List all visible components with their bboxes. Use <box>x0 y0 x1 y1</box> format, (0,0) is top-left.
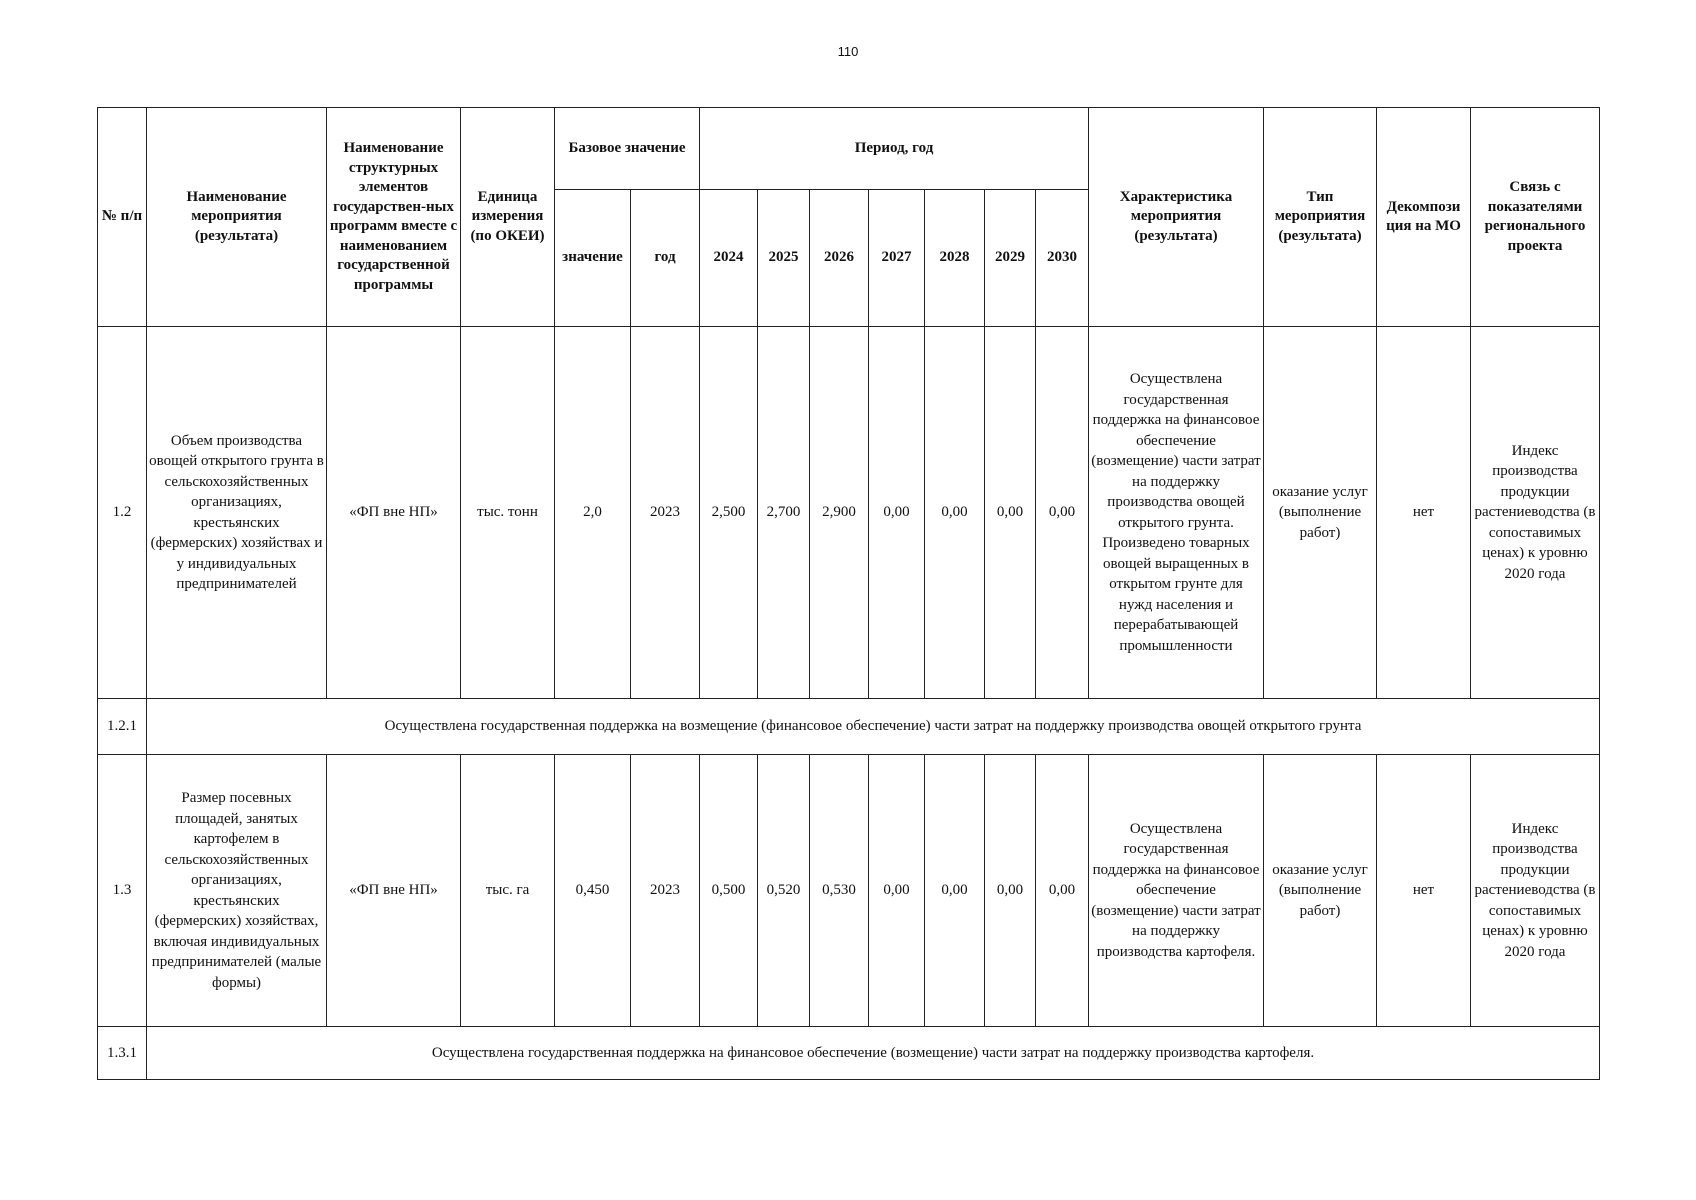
row-base-value: 0,450 <box>555 755 631 1027</box>
row-struct: «ФП вне НП» <box>327 327 461 699</box>
row-base-value: 2,0 <box>555 327 631 699</box>
row-num: 1.3 <box>98 755 147 1027</box>
header-characteristic: Характеристика мероприятия (результата) <box>1089 108 1264 327</box>
row-value-2030: 0,00 <box>1036 755 1089 1027</box>
row-characteristic: Осуществлена государственная поддержка на финансовое обеспечение (возмещение) части затрат на поддержку производства овощей открытого грунта. Произведено товарных овощей выращенных в открытом грунте для нужд населения и перерабатывающей промышленности <box>1089 327 1264 699</box>
row-value-2030: 0,00 <box>1036 327 1089 699</box>
row-base-year: 2023 <box>631 755 700 1027</box>
subrow-num: 1.3.1 <box>98 1027 147 1080</box>
row-type: оказание услуг (выполнение работ) <box>1264 327 1377 699</box>
row-num: 1.2 <box>98 327 147 699</box>
header-base: Базовое значение <box>555 108 700 190</box>
row-unit: тыс. тонн <box>461 327 555 699</box>
row-value-2029: 0,00 <box>985 327 1036 699</box>
subrow-num: 1.2.1 <box>98 699 147 755</box>
row-link: Индекс производства продукции растениеводства (в сопоставимых ценах) к уровню 2020 года <box>1471 755 1600 1027</box>
results-table <box>97 107 1600 1080</box>
row-value-2024: 0,500 <box>700 755 758 1027</box>
header-year: 2024 <box>700 190 758 327</box>
header-decomp: Декомпози ция на МО <box>1377 108 1471 327</box>
row-decomp: нет <box>1377 327 1471 699</box>
row-value-2025: 0,520 <box>758 755 810 1027</box>
header-struct: Наименование структурных элементов государствен-ных программ вместе с наименованием государственной программы <box>327 108 461 327</box>
page-number: 110 <box>837 44 859 59</box>
header-year: 2026 <box>810 190 869 327</box>
row-link: Индекс производства продукции растениеводства (в сопоставимых ценах) к уровню 2020 года <box>1471 327 1600 699</box>
header-link: Связь с показателями регионального проекта <box>1471 108 1600 327</box>
header-year: 2029 <box>985 190 1036 327</box>
row-name: Размер посевных площадей, занятых картофелем в сельскохозяйственных организациях, крестьянских (фермерских) хозяйствах, включая индивидуальных предпринимателей (малые формы) <box>147 755 327 1027</box>
header-base-year: год <box>631 190 700 327</box>
subrow-text: Осуществлена государственная поддержка на возмещение (финансовое обеспечение) части затрат на поддержку производства овощей открытого грунта <box>147 699 1600 755</box>
row-base-year: 2023 <box>631 327 700 699</box>
header-name: Наименование мероприятия (результата) <box>147 108 327 327</box>
row-characteristic: Осуществлена государственная поддержка на финансовое обеспечение (возмещение) части затрат на поддержку производства картофеля. <box>1089 755 1264 1027</box>
header-num: № п/п <box>98 108 147 327</box>
row-unit: тыс. га <box>461 755 555 1027</box>
header-base-value: значение <box>555 190 631 327</box>
header-year: 2028 <box>925 190 985 327</box>
header-year: 2030 <box>1036 190 1089 327</box>
header-unit: Единица измерения (по ОКЕИ) <box>461 108 555 327</box>
header-year: 2025 <box>758 190 810 327</box>
row-decomp: нет <box>1377 755 1471 1027</box>
header-row-1 <box>98 108 1600 190</box>
subrow-text: Осуществлена государственная поддержка на финансовое обеспечение (возмещение) части затрат на поддержку производства картофеля. <box>147 1027 1600 1080</box>
row-value-2028: 0,00 <box>925 755 985 1027</box>
row-value-2028: 0,00 <box>925 327 985 699</box>
header-type: Тип мероприятия (результата) <box>1264 108 1377 327</box>
row-value-2024: 2,500 <box>700 327 758 699</box>
row-value-2026: 0,530 <box>810 755 869 1027</box>
row-struct: «ФП вне НП» <box>327 755 461 1027</box>
row-value-2026: 2,900 <box>810 327 869 699</box>
row-value-2027: 0,00 <box>869 327 925 699</box>
row-type: оказание услуг (выполнение работ) <box>1264 755 1377 1027</box>
header-year: 2027 <box>869 190 925 327</box>
table-row <box>98 755 1600 1027</box>
row-value-2029: 0,00 <box>985 755 1036 1027</box>
row-name: Объем производства овощей открытого грунта в сельскохозяйственных организациях, крестьянских (фермерских) хозяйствах и у индивидуальных предпринимателей <box>147 327 327 699</box>
table-subrow <box>98 699 1600 755</box>
table-subrow <box>98 1027 1600 1080</box>
row-value-2025: 2,700 <box>758 327 810 699</box>
row-value-2027: 0,00 <box>869 755 925 1027</box>
header-period: Период, год <box>700 108 1089 190</box>
table-row <box>98 327 1600 699</box>
